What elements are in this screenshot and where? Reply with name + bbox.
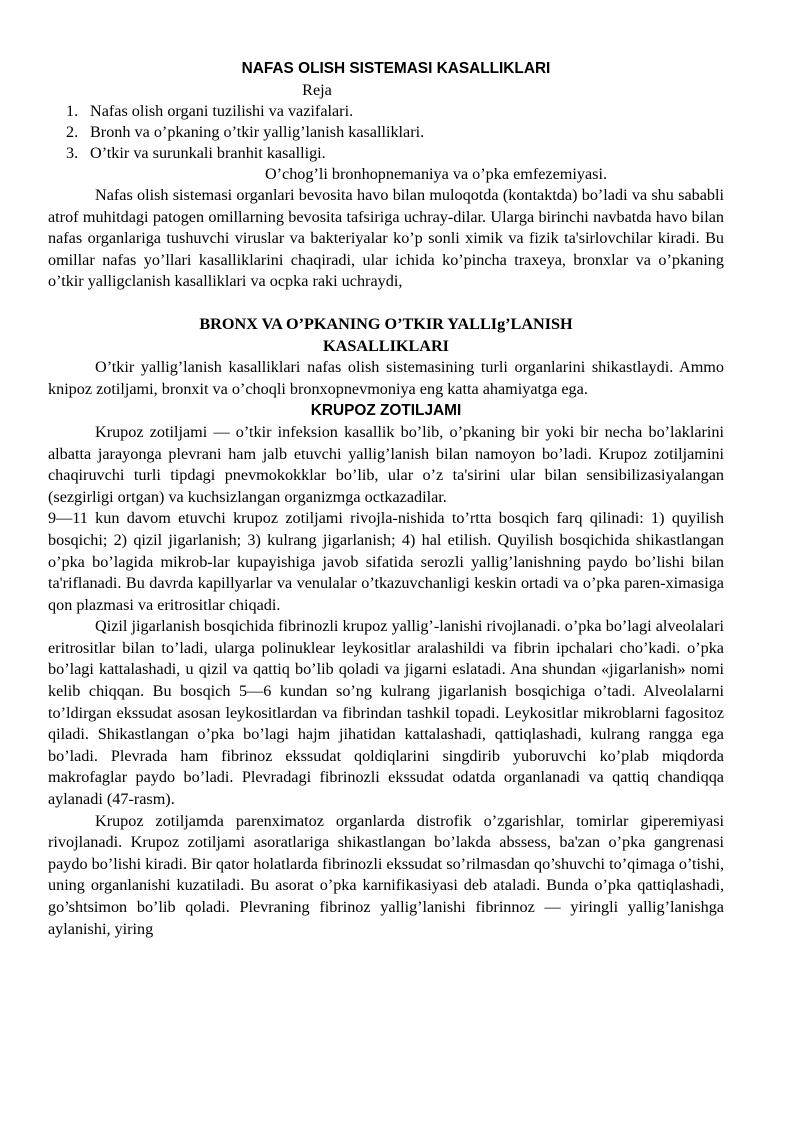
plan-list: [48, 101, 724, 164]
intro-paragraph: Nafas olish sistemasi organlari bevosita havo bilan muloqotda (kontaktda) bo’ladi va shu sababli atrof muhitdagi patogen omillarning bevosita tafsiriga uchray-dilar. Ularga birinchi navbatda havo bilan nafas organlariga tushuvchi viruslar va bakteriyalar ko’p sonli ximik va fizik ta'sirlovchilar kiradi. Bu omillar nafas yo’llari kasalliklarini chaqiradi, ular ichida ko’pincha traxeya, bronxlar va o’pkaning o’tkir yalligclanish kasalliklari va ocpka raki uchraydi,: [48, 186, 724, 291]
plan-item-text: O’tkir va surunkali branhit kasalligi.: [90, 144, 326, 162]
body-paragraph: Qizil jigarlanish bosqichida fibrinozli krupoz yallig’-lanishi rivojlanadi. o’pka bo’lagi alveolalari eritrositlar bilan to’ladi, ularga polinuklear leykositlar aralashildi va fibrin ipchalari cho’kadi. o’pka bo’lagi kattalashadi, u qizil va qattiq bo’lib qoladi va jigarni eslatadi. Ana shundan «jigarlanish» nomi kelib chiqqan. Bu bosqich 5—6 kundan so’ng kulrang jigarlanish bosqichiga o’tadi. Alveolalarni to’ldirgan ekssudat asosan leykositlardan va fibrindan tashkil topadi. Leykositlar mikroblarni fagositoz qiladi. Shikastlangan o’pka bo’lagi hajm jihatidan kattalashadi, qattiqlashadi, kulrang rangga ega bo’ladi. Plevrada ham fibrinoz ekssudat qoldiqlarini singdirib yuboruvchi ko’plab miqdorda makrofaglar paydo bo’ladi. Plevradagi fibrinozli ekssudat odatda organlanadi va qattiq chandiqqa aylanadi (47-rasm).: [48, 617, 724, 809]
section-title-line2: KASALLIKLARI: [323, 336, 449, 355]
plan-extra-item: O’chog’li bronhopnemaniya va o’pka emfezemiyasi.: [264, 165, 608, 183]
body-paragraph: Krupoz zotiljamda parenximatoz organlarda distrofik o’zgarishlar, tomirlar giperemiyasi rivojlanadi. Krupoz zotiljami asoratlariga shikastlangan bo’lakda abssess, ba'zan o’pka gangrenasi paydo bo’lishi kiradi. Bir qator holatlarda fibrinozli ekssudat so’rilmasdan qo’shuvchi to’qimaga o’tishi, uning organlanishi kuzatiladi. Bu asorat o’pka karnifikasiyasi deb ataladi. Bunda o’pka qattiqlashadi, go’shtsimon bo’lib qoladi. Plevraning fibrinoz yallig’lanishi fibrinnoz — yiringli yallig’lanishga aylanishi, yiring: [48, 811, 724, 938]
plan-item: [66, 143, 724, 164]
document-title: NAFAS OLISH SISTEMASI KASALLIKLARI: [241, 60, 551, 77]
plan-item-text: Nafas olish organi tuzilishi va vazifalari.: [90, 102, 354, 120]
plan-item-number: 3.: [66, 144, 79, 162]
body-paragraph: 9—11 kun davom etuvchi krupoz zotiljami rivojla-nishida to’rtta bosqich farq qilinadi: 1) quyilish bosqichi; 2) qizil jigarlanish; 3) kulrang jigarlanish; 4) hal etilish. Quyilish bosqichida shikastlangan o’pka bo’lagida mikrob-lar kupayishiga javob sifatida serozli yallig’lanishning paydo bo’lishi bilan ta'riflanadi. Bu davrda kapillyarlar va venulalar o’tkazuvchanligi keskin ortadi va o’pka paren-ximasiga qon plazmasi va eritrositlar chiqadi.: [48, 509, 724, 614]
document-page: [48, 58, 724, 940]
plan-item-text: Bronh va o’pkaning o’tkir yallig’lanish kasalliklari.: [90, 123, 425, 141]
plan-item-number: 1.: [66, 102, 79, 120]
plan-item: [66, 122, 724, 143]
subsection-title: KRUPOZ ZOTILJAMI: [310, 402, 462, 420]
plan-item: [66, 101, 724, 122]
plan-label: Reja: [302, 81, 332, 99]
body-paragraph: Krupoz zotiljami — o’tkir infeksion kasallik bo’lib, o’pkaning bir yoki bir necha bo’laklarini albatta jarayonga plevrani ham jalb etuvchi yallig’lanish bilan namoyon bo’ladi. Krupoz zotiljamini chaqiruvchi turli tipdagi pnevmokokklar bo’lib, ular o’z ta'sirini ular bilan sensibilizasiyalangan (sezgirligi ortgan) va kuchsizlangan organizmga octkazadilar.: [48, 422, 724, 506]
plan-item-number: 2.: [66, 123, 79, 141]
section-paragraph: O’tkir yallig’lanish kasalliklari nafas olish sistemasining turli organlarini shikastlaydi. Ammo knipoz zotiljami, bronxit va o’choqli bronxopnevmoniya eng katta ahamiyatga ega.: [48, 358, 724, 398]
section-title-line1: BRONX VA O’PKANING O’TKIR YALLIg’LANISH: [199, 314, 573, 333]
